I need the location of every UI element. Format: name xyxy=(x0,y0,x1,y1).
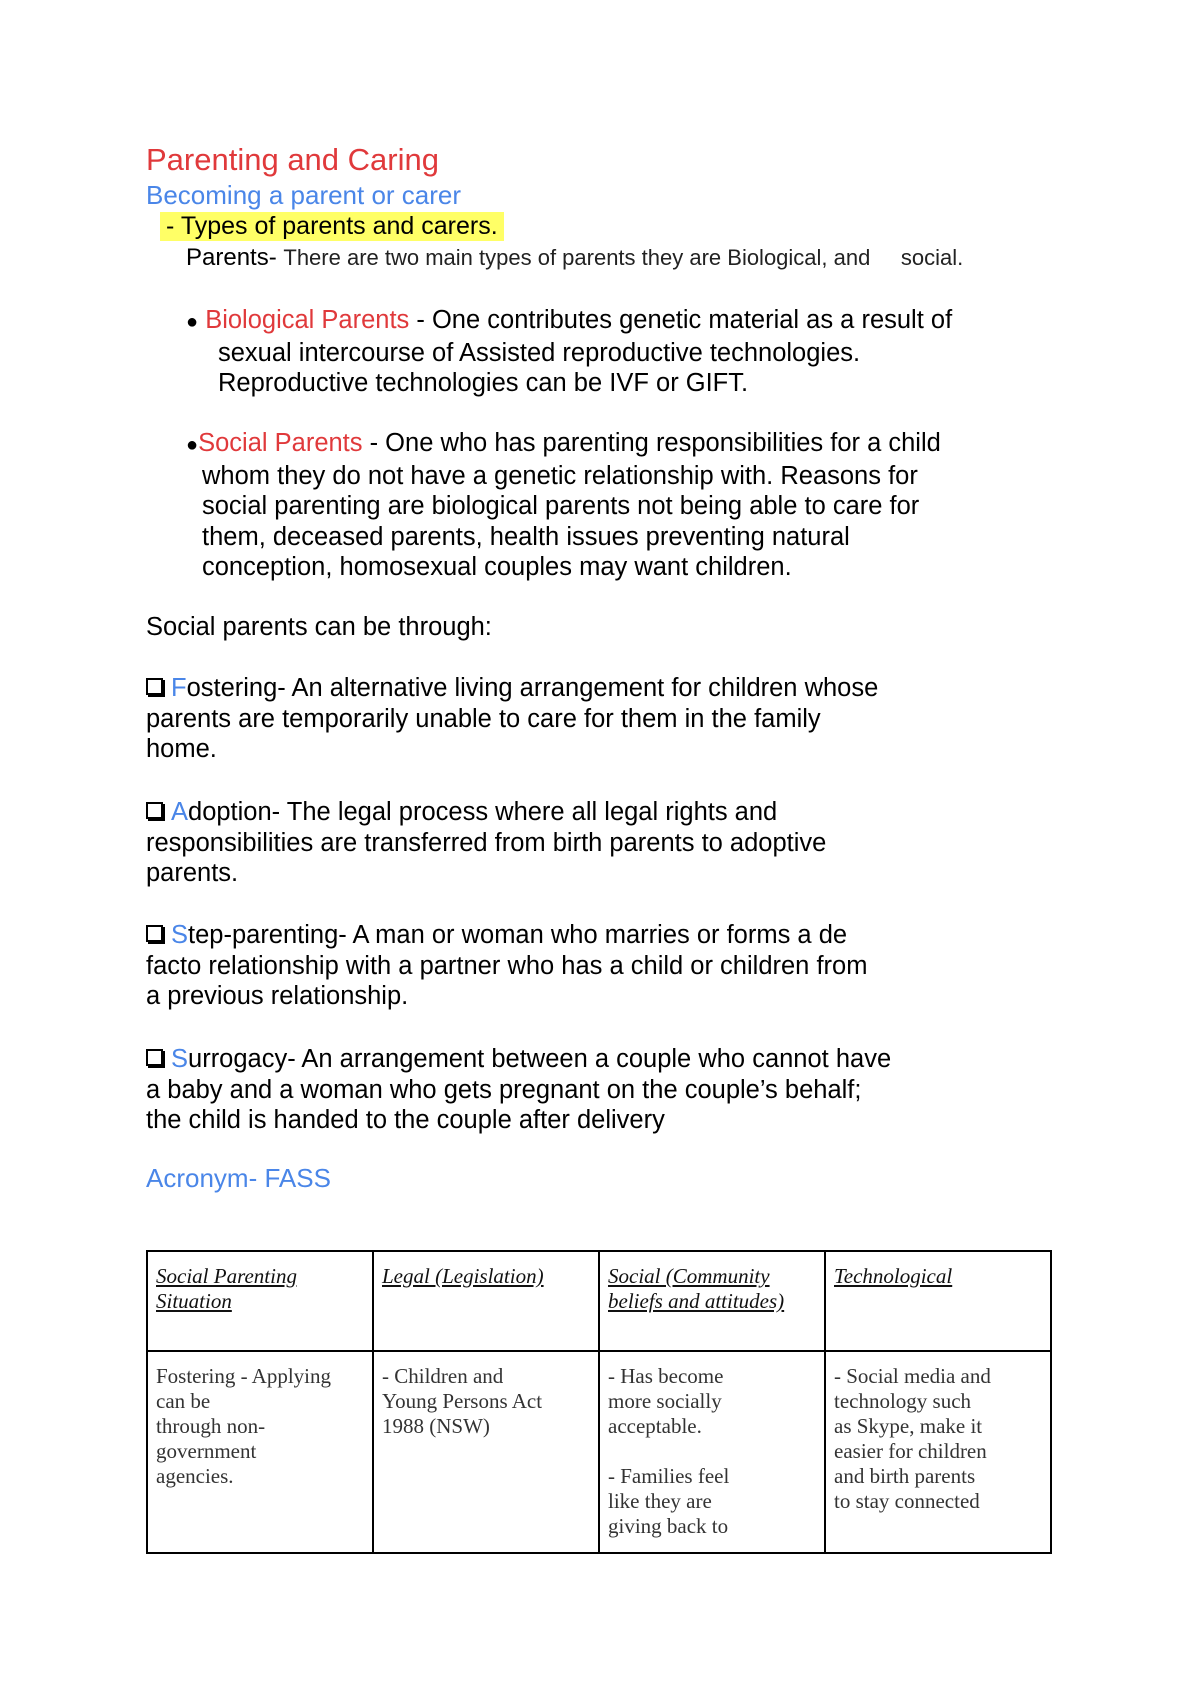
cell-line: as Skype, make it xyxy=(834,1414,983,1438)
checkbox-icon xyxy=(146,678,163,695)
option-surrogacy xyxy=(146,1044,891,1136)
page-title: Parenting and Caring xyxy=(146,142,439,177)
cell-legal xyxy=(373,1351,599,1553)
bullet-line: conception, homosexual couples may want children. xyxy=(202,553,792,581)
option-step-parenting xyxy=(146,920,867,1012)
option-line: home. xyxy=(146,735,217,763)
checkbox-icon xyxy=(146,802,163,819)
cell-line: - Families feel xyxy=(608,1464,730,1488)
table-row xyxy=(147,1351,1051,1553)
bullet-term: Social Parents xyxy=(198,429,363,457)
cell-line: and birth parents xyxy=(834,1464,976,1488)
option-line: parents. xyxy=(146,859,239,887)
option-line: facto relationship with a partner who has a child or children from xyxy=(146,951,868,980)
bullet-line: social parenting are biological parents not being able to care for xyxy=(202,492,920,520)
header-line: Social Parenting xyxy=(156,1264,297,1288)
header-cell-situation xyxy=(147,1251,373,1351)
cell-line: to stay connected xyxy=(834,1489,980,1513)
cell-line: giving back to xyxy=(608,1514,729,1538)
cell-line: through non- xyxy=(156,1414,266,1438)
bullet-line: - One who has parenting responsibilities for a child xyxy=(362,429,941,457)
cell-line: easier for children xyxy=(834,1439,987,1463)
option-line: tep-parenting- A man or woman who marries or forms a de xyxy=(188,921,848,949)
bullet-icon: ● xyxy=(186,434,199,456)
cell-line: Fostering - Applying xyxy=(156,1364,332,1388)
option-initial: A xyxy=(171,798,189,826)
cell-line: - Social media and xyxy=(834,1364,991,1388)
header-line: Social (Community xyxy=(608,1264,770,1288)
bullet-line: whom they do not have a genetic relationship with. Reasons for xyxy=(202,461,918,490)
cell-line: Young Persons Act xyxy=(382,1389,543,1413)
cell-fostering xyxy=(147,1351,373,1553)
cell-line: government xyxy=(156,1439,257,1463)
option-initial: S xyxy=(171,1045,189,1073)
cell-line: agencies. xyxy=(156,1464,234,1488)
option-line: parents are temporarily unable to care for them in the family xyxy=(146,704,821,733)
cell-line: can be xyxy=(156,1389,211,1413)
header-line: Legal (Legislation) xyxy=(382,1264,544,1288)
header-cell-technological xyxy=(825,1251,1051,1351)
checkbox-icon xyxy=(146,1049,163,1066)
option-line: the child is handed to the couple after delivery xyxy=(146,1106,665,1134)
option-adoption xyxy=(146,797,826,889)
bullet-social xyxy=(186,428,941,583)
cell-line: - Children and xyxy=(382,1364,504,1388)
option-line: responsibilities are transferred from birth parents to adoptive xyxy=(146,828,827,857)
option-line: ostering- An alternative living arrangement for children whose xyxy=(186,674,879,702)
cell-line: acceptable. xyxy=(608,1414,702,1438)
cell-line: like they are xyxy=(608,1489,712,1513)
option-line: urrogacy- An arrangement between a couple who cannot have xyxy=(188,1045,892,1073)
bullet-icon: ● xyxy=(186,311,199,333)
cell-line: technology such xyxy=(834,1389,972,1413)
option-line: a baby and a woman who gets pregnant on the couple’s behalf; xyxy=(146,1075,862,1104)
option-line: a previous relationship. xyxy=(146,982,409,1010)
option-initial: S xyxy=(171,921,189,949)
option-fostering xyxy=(146,673,878,765)
parents-intro xyxy=(186,244,963,272)
header-line: Technological xyxy=(834,1264,953,1288)
cell-technological xyxy=(825,1351,1051,1553)
cell-social xyxy=(599,1351,825,1553)
cell-line: 1988 (NSW) xyxy=(382,1414,490,1438)
bullet-line: Reproductive technologies can be IVF or GIFT. xyxy=(218,369,749,397)
checkbox-icon xyxy=(146,925,163,942)
parents-intro-text: There are two main types of parents they are Biological, and social. xyxy=(283,245,964,270)
option-initial: F xyxy=(171,674,187,702)
cell-line: more socially xyxy=(608,1389,722,1413)
bullet-line: them, deceased parents, health issues preventing natural xyxy=(202,522,850,551)
highlighted-heading: - Types of parents and carers. xyxy=(160,212,504,241)
cell-line: - Has become xyxy=(608,1364,724,1388)
acronym-heading: Acronym- FASS xyxy=(146,1163,331,1193)
header-line: beliefs and attitudes) xyxy=(608,1289,785,1313)
cell-line xyxy=(608,1439,816,1464)
bullet-line: - One contributes genetic material as a result of xyxy=(409,306,953,334)
bullet-line: sexual intercourse of Assisted reproductive technologies. xyxy=(218,338,861,367)
comparison-table xyxy=(146,1250,1052,1554)
section-subtitle: Becoming a parent or carer xyxy=(146,180,462,210)
header-line: Situation xyxy=(156,1289,232,1313)
header-cell-legal xyxy=(373,1251,599,1351)
bullet-biological xyxy=(186,305,952,399)
header-cell-social xyxy=(599,1251,825,1351)
parents-intro-label: Parents- xyxy=(186,244,277,271)
table-header-row xyxy=(147,1251,1051,1351)
option-line: doption- The legal process where all legal rights and xyxy=(188,798,778,826)
social-through-text: Social parents can be through: xyxy=(146,613,492,641)
bullet-term: Biological Parents xyxy=(205,306,410,334)
